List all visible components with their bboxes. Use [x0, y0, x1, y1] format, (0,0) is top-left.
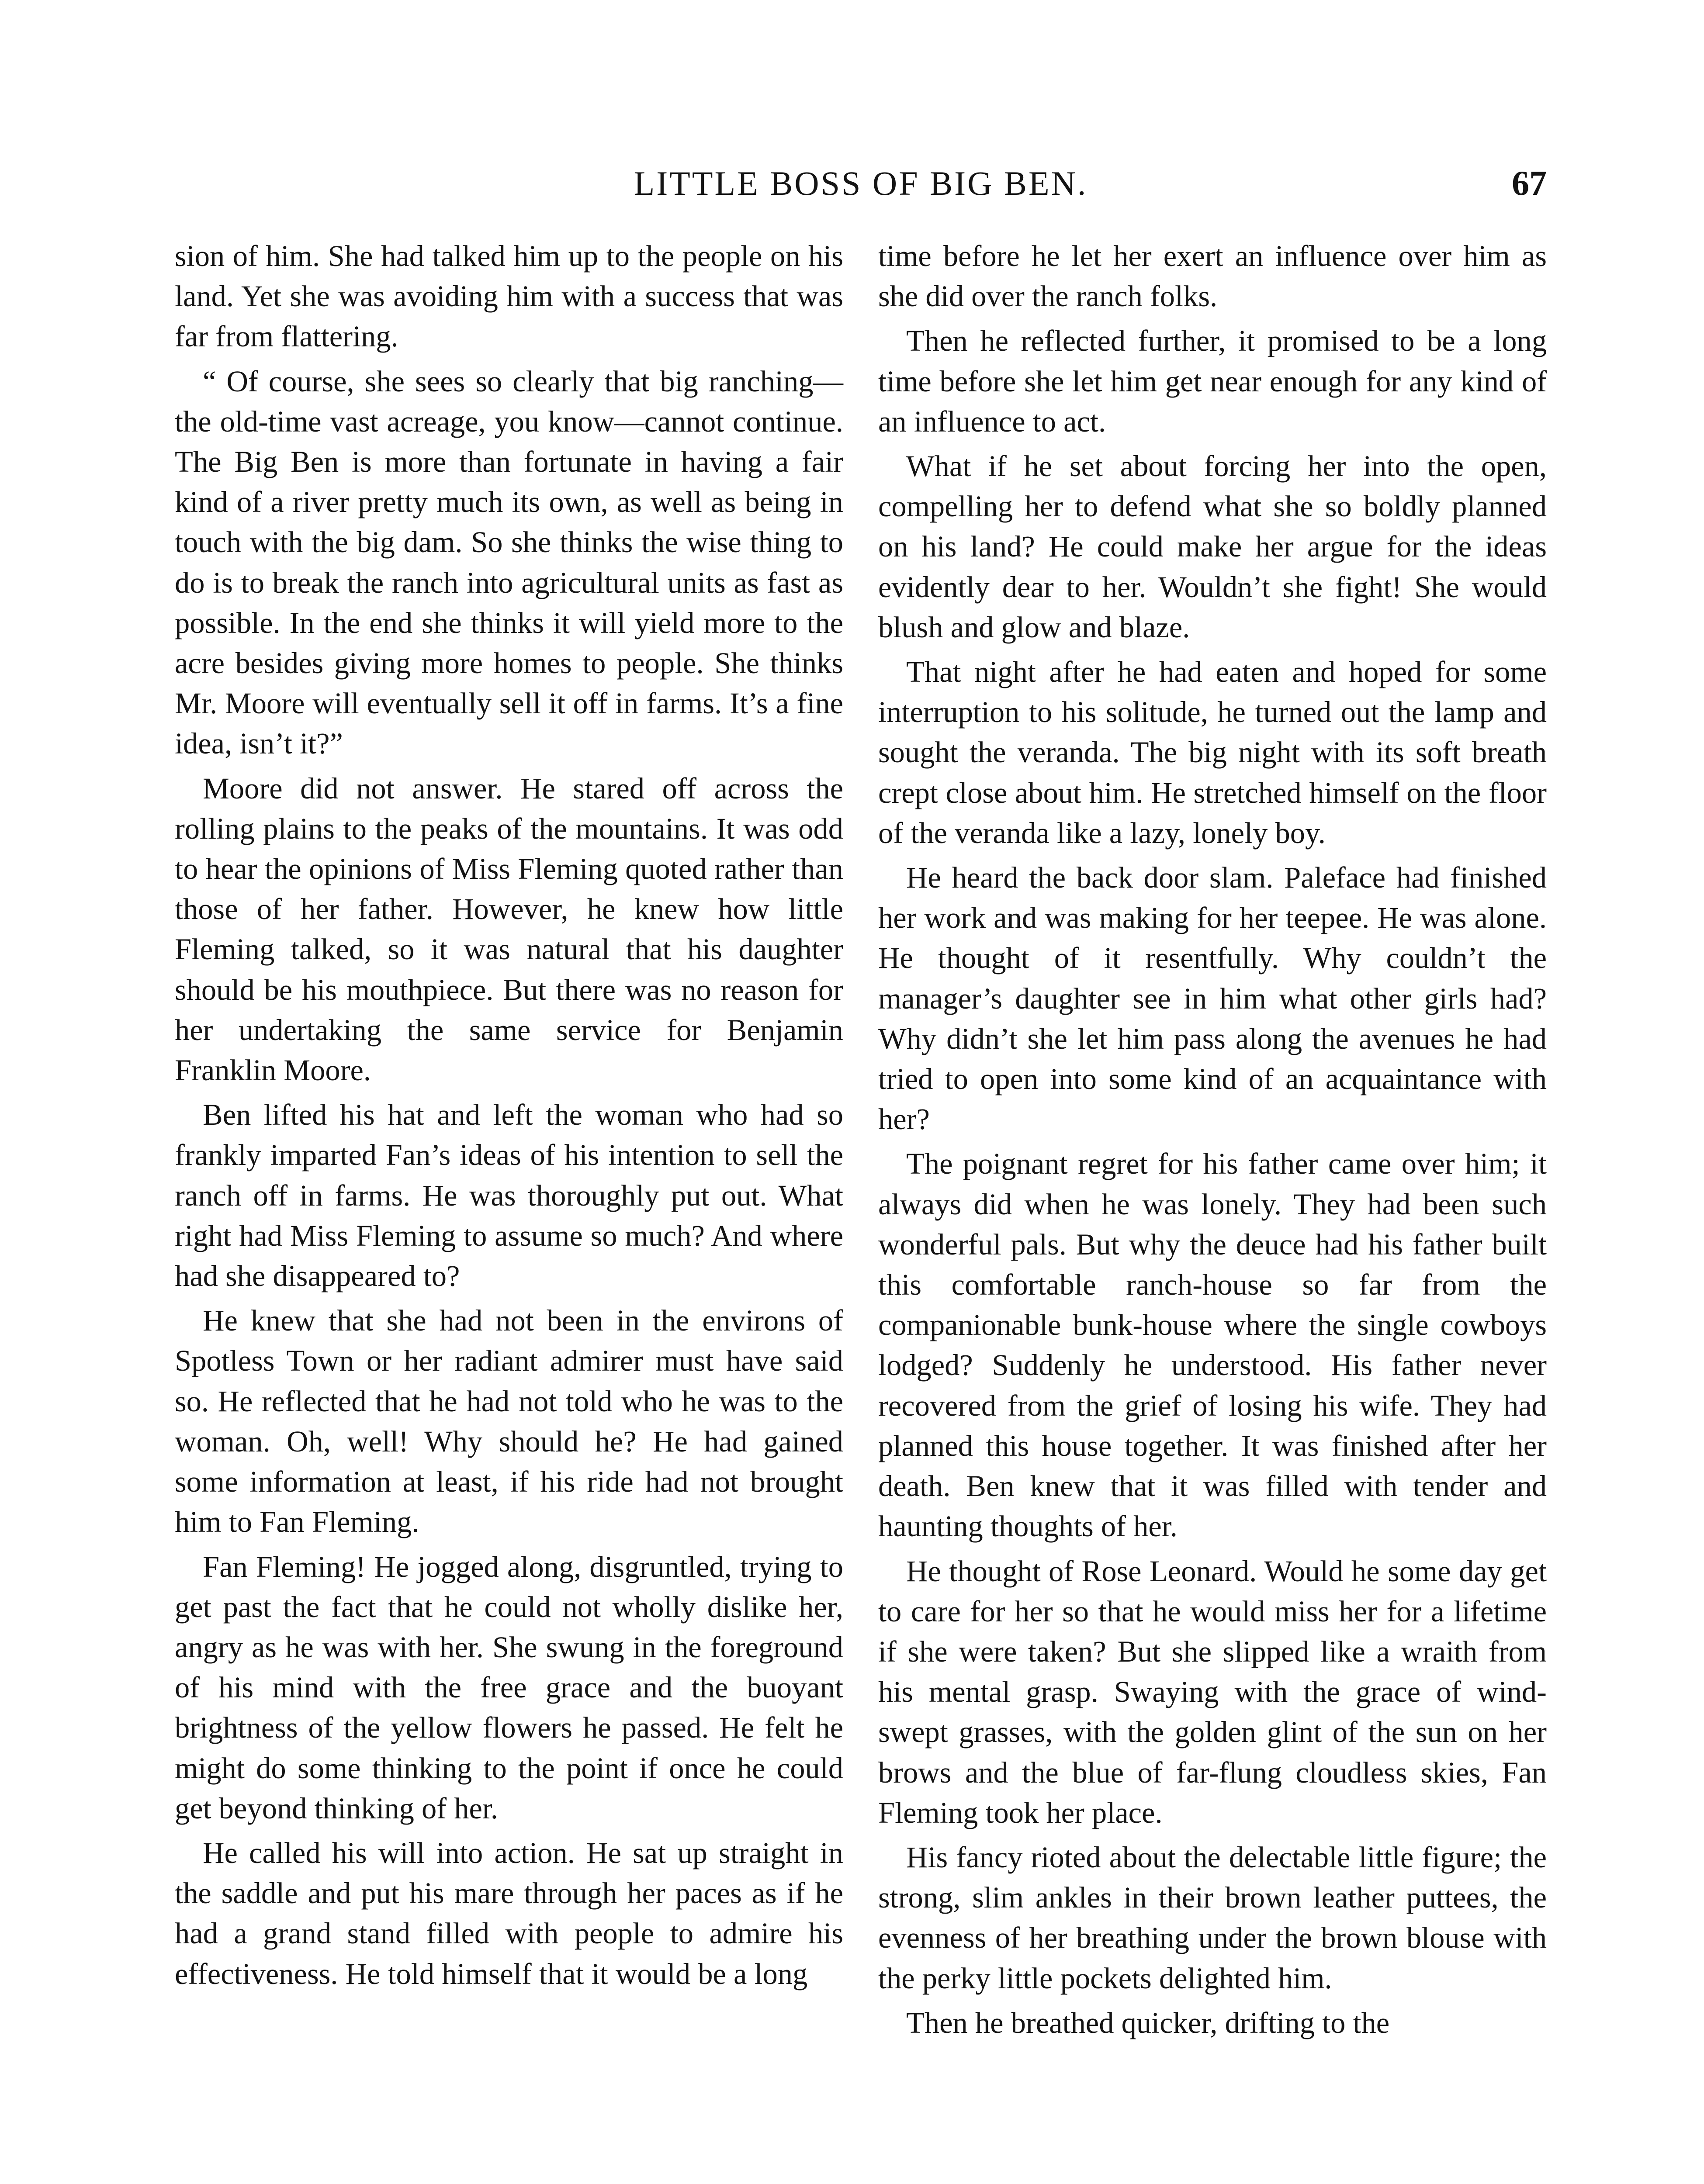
paragraph: He knew that she had not been in the environs of Spotless Town or her radiant admirer must have said so. He reflected that he had not told who he was to the woman. Oh, well! Why should he? He had gained some information at least, if his ride had not brought him to Fan Fleming.: [175, 1304, 843, 1539]
paragraph: Ben lifted his hat and left the woman who had so frankly imparted Fan’s ideas of his intention to sell the ranch off in farms. He was thoroughly put out. What right had Miss Fleming to assume so much? And where had she disappeared to?: [175, 1098, 843, 1293]
paragraph: That night after he had eaten and hoped for some interruption to his solitude, he turned out the lamp and sought the veranda. The big night with its soft breath crept close about him. He stretched himself on the floor of the veranda like a lazy, lonely boy.: [878, 655, 1547, 850]
paragraph: He called his will into action. He sat up straight in the saddle and put his mare through her paces as if he had a grand stand filled with people to admire his effectiveness. He told himself that it would be a long: [175, 1836, 843, 1990]
paragraph: Then he reflected further, it promised to be a long time before she let him get near enough for any kind of an influence to act.: [878, 324, 1547, 438]
page-number: 67: [1512, 164, 1547, 203]
paragraph: He thought of Rose Leonard. Would he some day get to care for her so that he would miss her for a lifetime if she were taken? But she slipped like a wraith from his mental grasp. Swaying with the grace of wind-swept grasses, with the golden glint of the sun on her brows and the blue of far-flung cloudless skies, Fan Fleming took her place.: [878, 1554, 1547, 1829]
paragraph: Fan Fleming! He jogged along, disgruntled, trying to get past the fact that he could not wholly dislike her, angry as he was with her. She swung in the foreground of his mind with the free grace and the buoyant brightness of the yellow flowers he passed. He felt he might do some thinking to the point if once he could get beyond thinking of her.: [175, 1550, 843, 1825]
paragraph: Moore did not answer. He stared off across the rolling plains to the peaks of the mountains. It was odd to hear the opinions of Miss Fleming quoted rather than those of her father. However, he knew how little Fleming talked, so it was natural that his daughter should be his mouthpiece. But there was no reason for her undertaking the same service for Benjamin Franklin Moore.: [175, 771, 843, 1087]
running-head: [175, 157, 1547, 218]
paragraph: Then he breathed quicker, drifting to the: [906, 2006, 1390, 2039]
running-title: LITTLE BOSS OF BIG BEN.: [634, 164, 1088, 202]
right-column: [878, 236, 1547, 2043]
paragraph: What if he set about forcing her into the open, compelling her to defend what she so boldly planned on his land? He could make her argue for the ideas evidently dear to her. Wouldn’t she fight! She would blush and glow and blaze.: [878, 449, 1547, 644]
paragraph: “ Of course, she sees so clearly that big ranching—the old-time vast acreage, you know—cannot continue. The Big Ben is more than fortunate in having a fair kind of a river pretty much its own, as well as being in touch with the big dam. So she thinks the wise thing to do is to break the ranch into agricultural units as fast as possible. In the end she thinks it will yield more to the acre besides giving more homes to people. She thinks Mr. Moore will eventually sell it off in farms. It’s a fine idea, isn’t it?”: [175, 364, 843, 760]
paragraph: time before he let her exert an influence over him as she did over the ranch folks.: [878, 239, 1547, 313]
paragraph: The poignant regret for his father came over him; it always did when he was lonely. They had been such wonderful pals. But why the deuce had his father built this comfortable ranch-house so far from the companionable bunk-house where the single cowboys lodged? Suddenly he understood. His father never recovered from the grief of losing his wife. They had planned this house together. It was finished after her death. Ben knew that it was filled with tender and haunting thoughts of her.: [878, 1147, 1547, 1543]
paragraph: sion of him. She had talked him up to the people on his land. Yet she was avoiding him with a success that was far from flattering.: [175, 239, 843, 353]
left-column: [175, 236, 843, 1994]
paragraph: His fancy rioted about the delectable little figure; the strong, slim ankles in their brown leather puttees, the evenness of her breathing under the brown blouse with the perky little pockets delighted him.: [878, 1840, 1547, 1995]
paragraph: He heard the back door slam. Paleface had finished her work and was making for her teepee. He was alone. He thought of it resentfully. Why couldn’t the manager’s daughter see in him what other girls had? Why didn’t she let him pass along the avenues he had tried to open into some kind of an acquaintance with her?: [878, 861, 1547, 1136]
